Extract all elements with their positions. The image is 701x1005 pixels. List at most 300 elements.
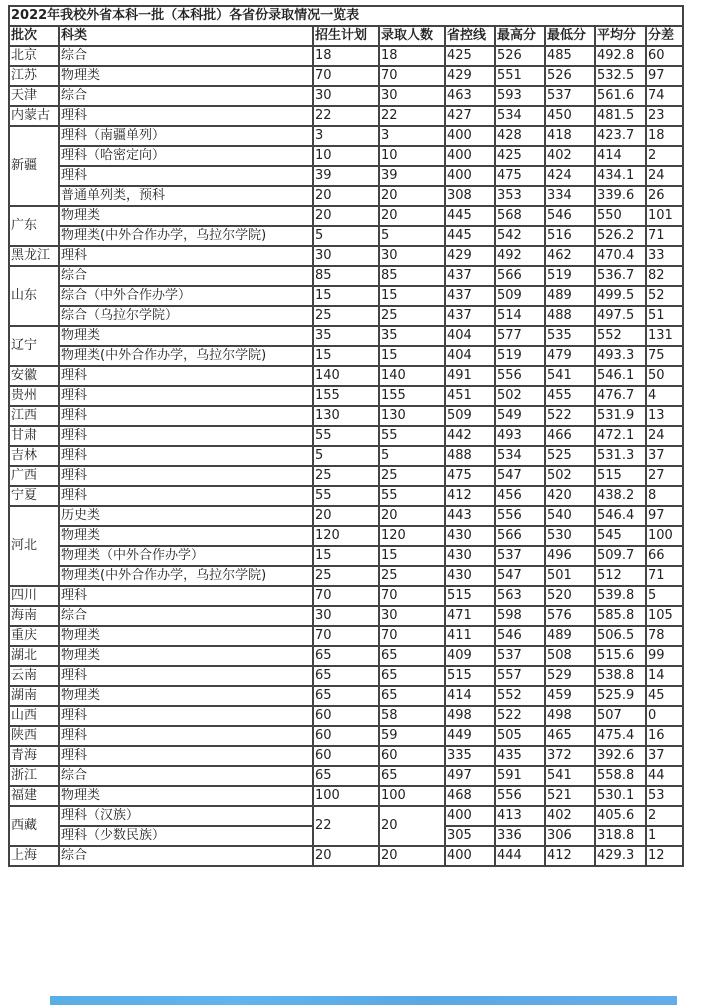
category-cell: 物理类 (59, 786, 313, 806)
diff-cell: 26 (646, 186, 683, 206)
control-line-cell: 497 (445, 766, 495, 786)
min-score-cell: 529 (545, 666, 595, 686)
max-score-cell: 509 (495, 286, 545, 306)
category-cell: 普通单列类，预科 (59, 186, 313, 206)
avg-score-cell: 438.2 (595, 486, 646, 506)
control-line-cell: 430 (445, 526, 495, 546)
avg-score-cell: 492.8 (595, 46, 646, 66)
max-score-cell: 492 (495, 246, 545, 266)
control-line-cell: 491 (445, 366, 495, 386)
table-row (9, 666, 683, 686)
admitted-cell: 65 (379, 686, 445, 706)
min-score-cell: 489 (545, 626, 595, 646)
category-cell: 理科 (59, 366, 313, 386)
min-score-cell: 541 (545, 766, 595, 786)
header-control-line: 省控线 (445, 26, 495, 46)
avg-score-cell: 470.4 (595, 246, 646, 266)
admitted-cell: 70 (379, 586, 445, 606)
table-row (9, 706, 683, 726)
avg-score-cell: 499.5 (595, 286, 646, 306)
plan-cell: 25 (313, 306, 379, 326)
min-score-cell: 412 (545, 846, 595, 866)
category-cell: 物理类 (59, 66, 313, 86)
admitted-cell: 30 (379, 86, 445, 106)
diff-cell: 2 (646, 806, 683, 826)
control-line-cell: 445 (445, 226, 495, 246)
plan-cell: 55 (313, 486, 379, 506)
control-line-cell: 335 (445, 746, 495, 766)
avg-score-cell: 538.8 (595, 666, 646, 686)
province-cell: 山东 (9, 266, 59, 326)
min-score-cell: 402 (545, 806, 595, 826)
min-score-cell: 489 (545, 286, 595, 306)
control-line-cell: 400 (445, 846, 495, 866)
admission-table (8, 5, 684, 867)
category-cell: 理科 (59, 466, 313, 486)
max-score-cell: 537 (495, 646, 545, 666)
control-line-cell: 400 (445, 166, 495, 186)
category-cell: 理科 (59, 666, 313, 686)
max-score-cell: 493 (495, 426, 545, 446)
max-score-cell: 547 (495, 566, 545, 586)
control-line-cell: 443 (445, 506, 495, 526)
max-score-cell: 557 (495, 666, 545, 686)
admitted-cell: 15 (379, 546, 445, 566)
avg-score-cell: 429.3 (595, 846, 646, 866)
category-cell: 综合 (59, 266, 313, 286)
table-row (9, 806, 683, 826)
max-score-cell: 537 (495, 546, 545, 566)
diff-cell: 27 (646, 466, 683, 486)
table-row (9, 66, 683, 86)
diff-cell: 97 (646, 506, 683, 526)
table-row (9, 366, 683, 386)
diff-cell: 24 (646, 166, 683, 186)
control-line-cell: 400 (445, 146, 495, 166)
plan-cell: 130 (313, 406, 379, 426)
category-cell: 理科（少数民族） (59, 826, 313, 846)
control-line-cell: 498 (445, 706, 495, 726)
max-score-cell: 598 (495, 606, 545, 626)
max-score-cell: 526 (495, 46, 545, 66)
plan-cell: 10 (313, 146, 379, 166)
avg-score-cell: 546.1 (595, 366, 646, 386)
table-row (9, 426, 683, 446)
plan-cell: 85 (313, 266, 379, 286)
category-cell: 理科 (59, 166, 313, 186)
diff-cell: 13 (646, 406, 683, 426)
admitted-cell: 3 (379, 126, 445, 146)
diff-cell: 75 (646, 346, 683, 366)
category-cell: 历史类 (59, 506, 313, 526)
category-cell: 物理类 (59, 686, 313, 706)
admitted-cell: 39 (379, 166, 445, 186)
admitted-cell: 20 (379, 806, 445, 846)
min-score-cell: 450 (545, 106, 595, 126)
category-cell: 物理类 (59, 646, 313, 666)
min-score-cell: 522 (545, 406, 595, 426)
control-line-cell: 429 (445, 66, 495, 86)
control-line-cell: 471 (445, 606, 495, 626)
control-line-cell: 400 (445, 806, 495, 826)
max-score-cell: 556 (495, 366, 545, 386)
table-row (9, 286, 683, 306)
min-score-cell: 541 (545, 366, 595, 386)
table-row (9, 506, 683, 526)
table-row (9, 726, 683, 746)
max-score-cell: 577 (495, 326, 545, 346)
diff-cell: 5 (646, 586, 683, 606)
diff-cell: 37 (646, 746, 683, 766)
table-row (9, 306, 683, 326)
avg-score-cell: 512 (595, 566, 646, 586)
min-score-cell: 508 (545, 646, 595, 666)
control-line-cell: 411 (445, 626, 495, 646)
diff-cell: 74 (646, 86, 683, 106)
diff-cell: 4 (646, 386, 683, 406)
plan-cell: 3 (313, 126, 379, 146)
plan-cell: 30 (313, 246, 379, 266)
table-row (9, 46, 683, 66)
category-cell: 综合 (59, 846, 313, 866)
category-cell: 理科 (59, 426, 313, 446)
category-cell: 理科 (59, 726, 313, 746)
max-score-cell: 563 (495, 586, 545, 606)
plan-cell: 20 (313, 206, 379, 226)
admitted-cell: 5 (379, 226, 445, 246)
min-score-cell: 420 (545, 486, 595, 506)
diff-cell: 16 (646, 726, 683, 746)
min-score-cell: 462 (545, 246, 595, 266)
avg-score-cell: 561.6 (595, 86, 646, 106)
admitted-cell: 120 (379, 526, 445, 546)
table-row (9, 566, 683, 586)
table-row (9, 646, 683, 666)
control-line-cell: 468 (445, 786, 495, 806)
table-row (9, 686, 683, 706)
header-plan: 招生计划 (313, 26, 379, 46)
province-cell: 山西 (9, 706, 59, 726)
diff-cell: 66 (646, 546, 683, 566)
admitted-cell: 55 (379, 426, 445, 446)
province-cell: 云南 (9, 666, 59, 686)
max-score-cell: 428 (495, 126, 545, 146)
min-score-cell: 546 (545, 206, 595, 226)
plan-cell: 70 (313, 626, 379, 646)
table-row (9, 126, 683, 146)
header-diff: 分差 (646, 26, 683, 46)
admitted-cell: 20 (379, 506, 445, 526)
admitted-cell: 55 (379, 486, 445, 506)
min-score-cell: 520 (545, 586, 595, 606)
max-score-cell: 425 (495, 146, 545, 166)
category-cell: 物理类 (59, 526, 313, 546)
category-cell: 理科 (59, 386, 313, 406)
diff-cell: 2 (646, 146, 683, 166)
plan-cell: 15 (313, 546, 379, 566)
control-line-cell: 412 (445, 486, 495, 506)
admitted-cell: 20 (379, 206, 445, 226)
table-title: 2022年我校外省本科一批（本科批）各省份录取情况一览表 (9, 6, 683, 26)
admitted-cell: 15 (379, 286, 445, 306)
table-row (9, 526, 683, 546)
diff-cell: 105 (646, 606, 683, 626)
admitted-cell: 20 (379, 846, 445, 866)
avg-score-cell: 414 (595, 146, 646, 166)
plan-cell: 60 (313, 726, 379, 746)
admitted-cell: 15 (379, 346, 445, 366)
table-row (9, 266, 683, 286)
control-line-cell: 430 (445, 546, 495, 566)
diff-cell: 44 (646, 766, 683, 786)
avg-score-cell: 585.8 (595, 606, 646, 626)
header-row (9, 26, 683, 46)
max-score-cell: 534 (495, 446, 545, 466)
avg-score-cell: 546.4 (595, 506, 646, 526)
max-score-cell: 549 (495, 406, 545, 426)
control-line-cell: 451 (445, 386, 495, 406)
plan-cell: 65 (313, 646, 379, 666)
avg-score-cell: 550 (595, 206, 646, 226)
control-line-cell: 400 (445, 126, 495, 146)
diff-cell: 23 (646, 106, 683, 126)
bottom-decorative-bar (50, 996, 677, 1005)
category-cell: 物理类（中外合作办学） (59, 546, 313, 566)
avg-score-cell: 497.5 (595, 306, 646, 326)
min-score-cell: 525 (545, 446, 595, 466)
plan-cell: 5 (313, 226, 379, 246)
diff-cell: 0 (646, 706, 683, 726)
control-line-cell: 430 (445, 566, 495, 586)
diff-cell: 45 (646, 686, 683, 706)
plan-cell: 60 (313, 746, 379, 766)
avg-score-cell: 434.1 (595, 166, 646, 186)
min-score-cell: 519 (545, 266, 595, 286)
avg-score-cell: 472.1 (595, 426, 646, 446)
diff-cell: 78 (646, 626, 683, 646)
max-score-cell: 534 (495, 106, 545, 126)
min-score-cell: 516 (545, 226, 595, 246)
min-score-cell: 488 (545, 306, 595, 326)
max-score-cell: 591 (495, 766, 545, 786)
max-score-cell: 336 (495, 826, 545, 846)
control-line-cell: 427 (445, 106, 495, 126)
header-min-score: 最低分 (545, 26, 595, 46)
control-line-cell: 463 (445, 86, 495, 106)
admitted-cell: 25 (379, 306, 445, 326)
province-cell: 西藏 (9, 806, 59, 846)
min-score-cell: 455 (545, 386, 595, 406)
table-row (9, 106, 683, 126)
min-score-cell: 526 (545, 66, 595, 86)
title-row (9, 6, 683, 26)
category-cell: 综合（乌拉尔学院） (59, 306, 313, 326)
diff-cell: 60 (646, 46, 683, 66)
table-row (9, 606, 683, 626)
admitted-cell: 70 (379, 66, 445, 86)
plan-cell: 15 (313, 286, 379, 306)
diff-cell: 51 (646, 306, 683, 326)
max-score-cell: 566 (495, 266, 545, 286)
avg-score-cell: 525.9 (595, 686, 646, 706)
avg-score-cell: 531.3 (595, 446, 646, 466)
diff-cell: 52 (646, 286, 683, 306)
min-score-cell: 496 (545, 546, 595, 566)
admitted-cell: 30 (379, 606, 445, 626)
avg-score-cell: 531.9 (595, 406, 646, 426)
diff-cell: 100 (646, 526, 683, 546)
admitted-cell: 85 (379, 266, 445, 286)
control-line-cell: 414 (445, 686, 495, 706)
province-cell: 重庆 (9, 626, 59, 646)
province-cell: 吉林 (9, 446, 59, 466)
plan-cell: 25 (313, 566, 379, 586)
max-score-cell: 435 (495, 746, 545, 766)
province-cell: 陕西 (9, 726, 59, 746)
table-row (9, 146, 683, 166)
plan-cell: 25 (313, 466, 379, 486)
category-cell: 理科（哈密定向） (59, 146, 313, 166)
avg-score-cell: 515 (595, 466, 646, 486)
max-score-cell: 505 (495, 726, 545, 746)
table-row (9, 446, 683, 466)
province-cell: 北京 (9, 46, 59, 66)
max-score-cell: 413 (495, 806, 545, 826)
table-row (9, 166, 683, 186)
max-score-cell: 519 (495, 346, 545, 366)
plan-cell: 22 (313, 106, 379, 126)
admitted-cell: 30 (379, 246, 445, 266)
avg-score-cell: 339.6 (595, 186, 646, 206)
min-score-cell: 402 (545, 146, 595, 166)
min-score-cell: 502 (545, 466, 595, 486)
plan-cell: 20 (313, 186, 379, 206)
min-score-cell: 424 (545, 166, 595, 186)
max-score-cell: 556 (495, 786, 545, 806)
category-cell: 综合 (59, 606, 313, 626)
province-cell: 甘肃 (9, 426, 59, 446)
admitted-cell: 60 (379, 746, 445, 766)
diff-cell: 82 (646, 266, 683, 286)
max-score-cell: 566 (495, 526, 545, 546)
header-batch: 批次 (9, 26, 59, 46)
min-score-cell: 466 (545, 426, 595, 446)
table-row (9, 386, 683, 406)
control-line-cell: 475 (445, 466, 495, 486)
table-row (9, 466, 683, 486)
category-cell: 物理类(中外合作办学，乌拉尔学院) (59, 566, 313, 586)
max-score-cell: 514 (495, 306, 545, 326)
avg-score-cell: 318.8 (595, 826, 646, 846)
plan-cell: 60 (313, 706, 379, 726)
province-cell: 海南 (9, 606, 59, 626)
province-cell: 湖北 (9, 646, 59, 666)
diff-cell: 131 (646, 326, 683, 346)
max-score-cell: 542 (495, 226, 545, 246)
header-admitted: 录取人数 (379, 26, 445, 46)
avg-score-cell: 507 (595, 706, 646, 726)
plan-cell: 15 (313, 346, 379, 366)
diff-cell: 33 (646, 246, 683, 266)
province-cell: 江苏 (9, 66, 59, 86)
avg-score-cell: 481.5 (595, 106, 646, 126)
province-cell: 福建 (9, 786, 59, 806)
province-cell: 内蒙古 (9, 106, 59, 126)
table-body (9, 46, 683, 866)
min-score-cell: 418 (545, 126, 595, 146)
province-cell: 湖南 (9, 686, 59, 706)
province-cell: 宁夏 (9, 486, 59, 506)
avg-score-cell: 476.7 (595, 386, 646, 406)
category-cell: 理科 (59, 246, 313, 266)
min-score-cell: 372 (545, 746, 595, 766)
table-row (9, 546, 683, 566)
max-score-cell: 551 (495, 66, 545, 86)
table-row (9, 226, 683, 246)
table-row (9, 786, 683, 806)
admitted-cell: 70 (379, 626, 445, 646)
admitted-cell: 65 (379, 646, 445, 666)
avg-score-cell: 493.3 (595, 346, 646, 366)
avg-score-cell: 530.1 (595, 786, 646, 806)
province-cell: 上海 (9, 846, 59, 866)
plan-cell: 22 (313, 806, 379, 846)
avg-score-cell: 423.7 (595, 126, 646, 146)
control-line-cell: 449 (445, 726, 495, 746)
min-score-cell: 540 (545, 506, 595, 526)
control-line-cell: 437 (445, 306, 495, 326)
plan-cell: 30 (313, 86, 379, 106)
diff-cell: 50 (646, 366, 683, 386)
province-cell: 河北 (9, 506, 59, 586)
diff-cell: 71 (646, 226, 683, 246)
province-cell: 天津 (9, 86, 59, 106)
admitted-cell: 5 (379, 446, 445, 466)
table-row (9, 206, 683, 226)
min-score-cell: 334 (545, 186, 595, 206)
diff-cell: 53 (646, 786, 683, 806)
min-score-cell: 498 (545, 706, 595, 726)
control-line-cell: 425 (445, 46, 495, 66)
category-cell: 理科 (59, 746, 313, 766)
category-cell: 综合 (59, 766, 313, 786)
header-category: 科类 (59, 26, 313, 46)
admitted-cell: 140 (379, 366, 445, 386)
control-line-cell: 515 (445, 666, 495, 686)
province-cell: 安徽 (9, 366, 59, 386)
plan-cell: 5 (313, 446, 379, 466)
diff-cell: 24 (646, 426, 683, 446)
table-row (9, 186, 683, 206)
avg-score-cell: 539.8 (595, 586, 646, 606)
avg-score-cell: 515.6 (595, 646, 646, 666)
category-cell: 物理类 (59, 206, 313, 226)
admitted-cell: 25 (379, 466, 445, 486)
table-row (9, 626, 683, 646)
control-line-cell: 445 (445, 206, 495, 226)
plan-cell: 18 (313, 46, 379, 66)
province-cell: 广西 (9, 466, 59, 486)
max-score-cell: 593 (495, 86, 545, 106)
control-line-cell: 404 (445, 326, 495, 346)
admitted-cell: 58 (379, 706, 445, 726)
category-cell: 理科 (59, 706, 313, 726)
diff-cell: 97 (646, 66, 683, 86)
min-score-cell: 576 (545, 606, 595, 626)
control-line-cell: 437 (445, 266, 495, 286)
control-line-cell: 442 (445, 426, 495, 446)
admitted-cell: 155 (379, 386, 445, 406)
